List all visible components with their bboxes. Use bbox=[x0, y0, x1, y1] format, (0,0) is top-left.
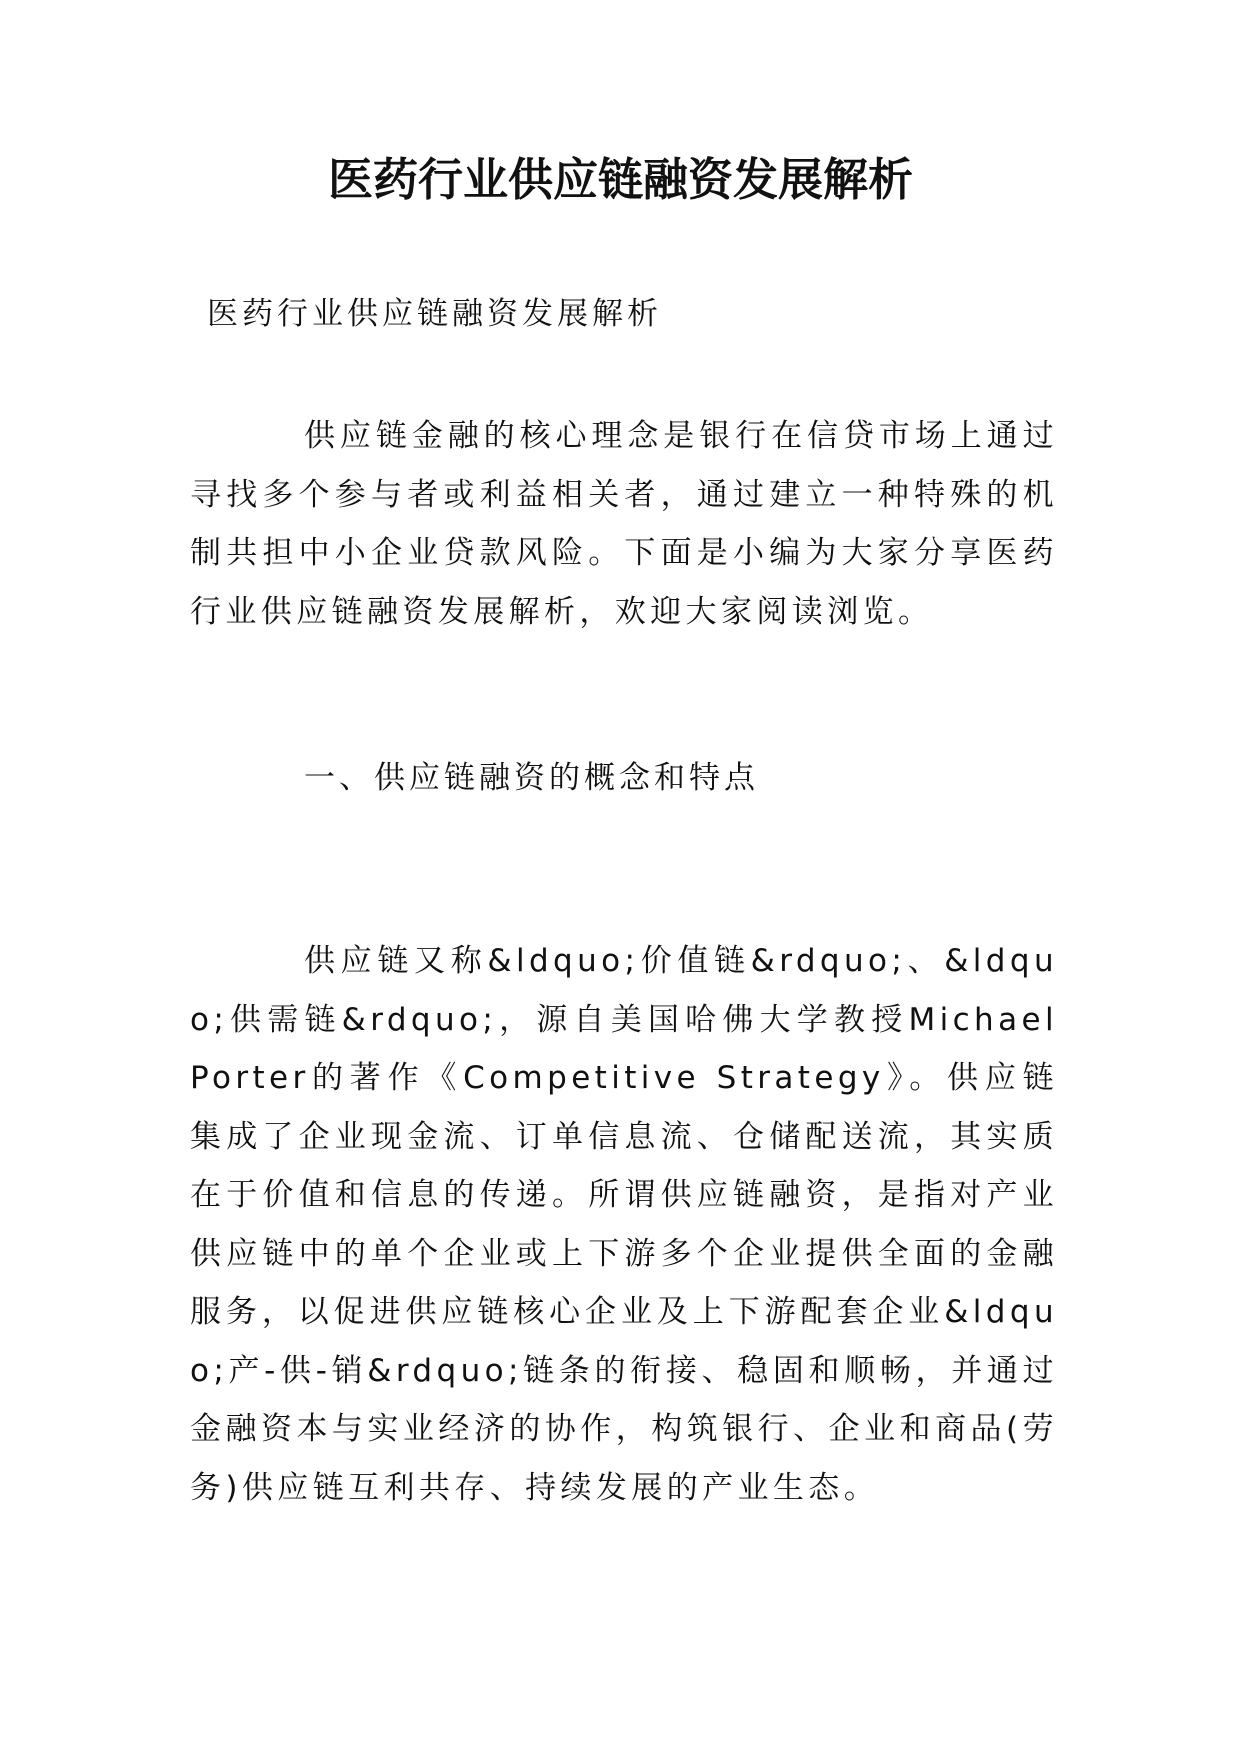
section-heading: 一、供应链融资的概念和特点 bbox=[304, 760, 759, 796]
document-subtitle: 医药行业供应链融资发展解析 bbox=[207, 296, 662, 332]
body-paragraph: 供应链又称&ldquo;价值链&rdquo;、&ldquo;供需链&rdquo;，源自美国哈佛大学教授Michael Porter的著作《Competitive Strategy》。供应链集成了企业现金流、订单信息流、仓储配送流，其实质在于价值和信息的传递。所谓供应链融资，是指对产业供应链中的单个企业或上下游多个企业提供全面的金融服务，以促进供应链核心企业及上下游配套企业&ldquo;产-供-销&rdquo;链条的衔接、稳固和顺畅，并通过金融资本与实业经济的协作，构筑银行、企业和商品(劳务)供应链互利共存、持续发展的产业生态。 bbox=[190, 943, 1058, 1506]
intro-paragraph: 供应链金融的核心理念是银行在信贷市场上通过寻找多个参与者或利益相关者，通过建立一种特殊的机制共担中小企业贷款风险。下面是小编为大家分享医药行业供应链融资发展解析，欢迎大家阅读浏览。 bbox=[190, 418, 1058, 630]
document-title: 医药行业供应链融资发展解析 bbox=[327, 153, 913, 206]
